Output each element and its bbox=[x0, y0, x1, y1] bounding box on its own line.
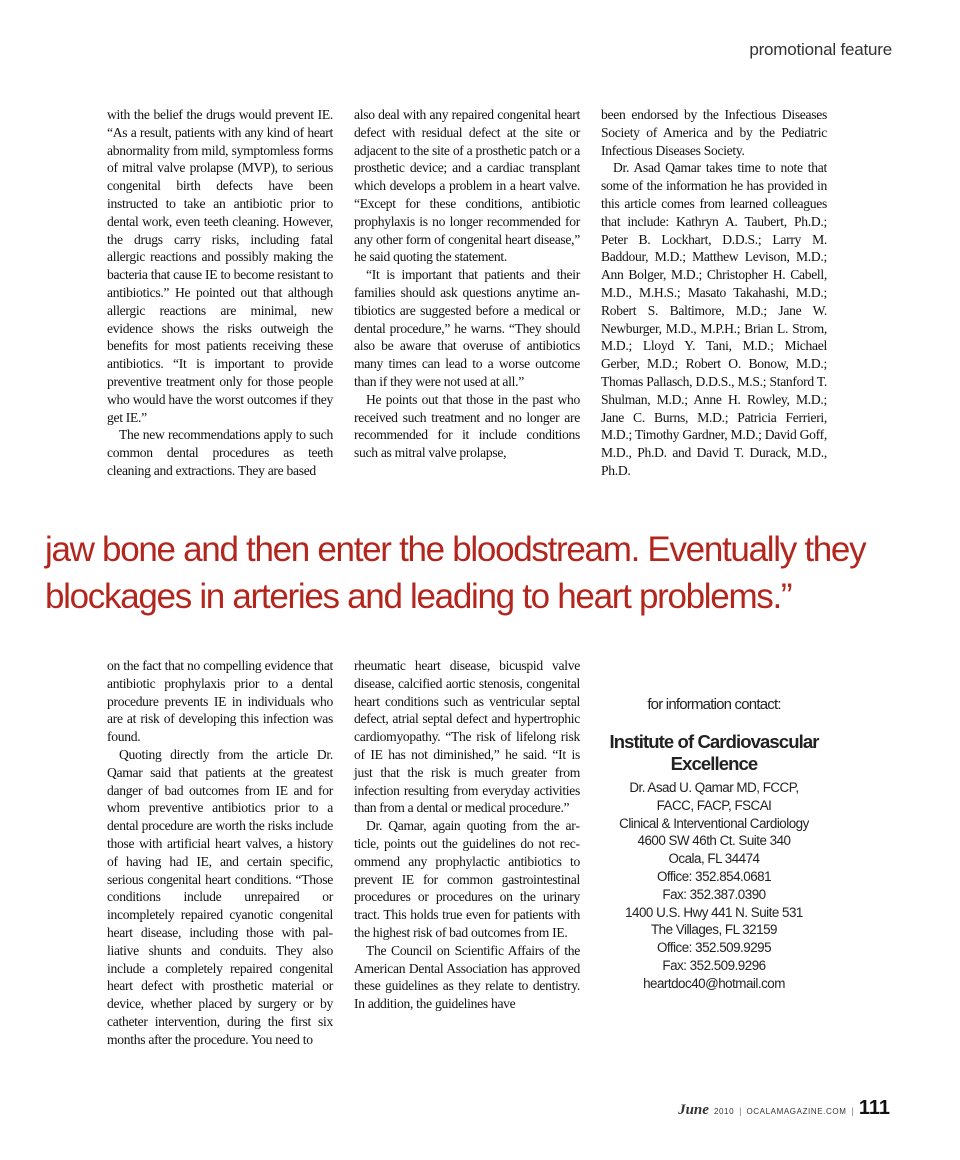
paragraph: also deal with any repaired congenital heart defect with residual defect at the site or adjacent to the site of a prosthetic patch or a prosthetic device; and a cardiac transplant which develops a problem in a heart valve. “Except for these conditions, antibiotic prophylaxis is no longer recommended for any other form of congenital heart disease,” he said quoting the statement. bbox=[354, 107, 580, 265]
footer-separator: | bbox=[739, 1106, 742, 1116]
paragraph: “It is important that patients and their families should ask questions anytime antibiotics are suggested before a medical or dental procedure,” he warns. “They should also be aware that overuse of antibiotics many times can lead to a worse outcome than if they were not used at all.” bbox=[354, 267, 580, 389]
paragraph: been endorsed by the Infectious Diseases Society of America and by the Pediatric Infectious Diseases Society. bbox=[601, 107, 827, 158]
footer-month: June bbox=[678, 1102, 709, 1118]
page-footer bbox=[678, 1097, 890, 1120]
paragraph: Dr. Qamar, again quoting from the article, points out the guidelines do not recommend any prophylactic antibiotics to prevent IE for common gastrointestinal procedures or procedures on the urinary tract. This holds true even for patients with the highest risk of bad outcomes from IE. bbox=[354, 818, 580, 940]
pull-quote-line: jaw bone and then enter the bloodstream. Eventually they bbox=[45, 530, 866, 569]
paragraph: on the fact that no compelling evidence that antibiotic prophylaxis prior to a dental procedure prevents IE in individuals who are at risk of developing this infection was found. bbox=[107, 658, 333, 745]
article-column-2-top bbox=[354, 106, 580, 462]
page-number: 111 bbox=[858, 1097, 890, 1119]
pull-quote-line: blockages in arteries and leading to heart problems.” bbox=[45, 577, 792, 616]
footer-year: 2010 bbox=[713, 1107, 735, 1116]
paragraph: Dr. Asad Qamar takes time to note that some of the information he has provided in this article comes from learned colleagues that include: Kathryn A. Taubert, Ph.D.; Peter B. Lockhart, D.D.S.; Larry M. Baddour, M.D.; Matthew Levison, M.D.; Ann Bolger, M.D.; Christopher H. Cabell, M.D., M.H.S.; Masato Takahashi, M.D.; Robert S. Baltimore, M.D.; Jane W. Newburger, M.D., M.P.H.; Brian L. Strom, M.D.; Lloyd Y. Tani, M.D.; Michael Gerber, M.D.; Robert O. Bonow, M.D.; Thomas Pallasch, D.D.S., M.S.; Stanford T. Shulman, M.D.; Anne H. Rowley, M.D.; Jane C. Burns, M.D.; Patricia Ferrieri, M.D.; Timothy Gardner, M.D.; David Goff, M.D., Ph.D. and David T. Durack, M.D., Ph.D. bbox=[601, 160, 827, 478]
contact-info-box bbox=[606, 696, 822, 993]
paragraph: Quoting directly from the article Dr. Qamar said that patients at the greatest danger of bad outcomes from IE and for whom preventive antibiotics prior to a dental procedure are worth the risks include those with artificial heart valves, a history of having had IE, and certain specific, serious congenital heart conditions. “Those conditions include unrepaired or incompletely repaired cyanotic congenital heart disease, including those with palliative shunts and conduits. They also include a completely repaired congenital heart defect with prosthetic material or device, whether placed by surgery or by catheter intervention, during the first six months after the procedure. You need to bbox=[107, 746, 333, 1047]
contact-line: Dr. Asad U. Qamar MD, FCCP, bbox=[629, 780, 799, 795]
contact-line: Fax: 352.509.9296 bbox=[662, 957, 766, 973]
contact-line: Clinical & Interventional Cardiology bbox=[619, 815, 809, 831]
article-column-1-bottom bbox=[107, 657, 333, 1049]
footer-site: OCALAMAGAZINE.COM bbox=[746, 1107, 847, 1116]
contact-line: Fax: 352.387.0390 bbox=[662, 886, 766, 902]
contact-line: FACC, FACP, FSCAI bbox=[656, 797, 772, 813]
article-column-3-top bbox=[601, 106, 827, 480]
contact-email[interactable]: heartdoc40@hotmail.com bbox=[643, 975, 785, 991]
paragraph: rheumatic heart disease, bicuspid valve disease, calcified aortic stenosis, congenital heart conditions such as ventricular septal defect, atrial septal defect and hypertrophic cardiomyopathy. “The risk of lifelong risk of IE has not diminished,” he said. “It is just that the risk is much greater from infection resulting from everyday activities than from a dental or medical procedure.” bbox=[354, 658, 580, 816]
pull-quote bbox=[45, 526, 945, 620]
paragraph: He points out that those in the past who received such treatment and no longer are recommended for it include conditions such as mitral valve prolapse, bbox=[354, 391, 580, 461]
article-column-1-top bbox=[107, 106, 333, 480]
section-label: promotional feature bbox=[749, 40, 892, 59]
contact-line: Office: 352.854.0681 bbox=[656, 868, 772, 884]
organization-name: Institute of Cardiovascular Excellence bbox=[609, 731, 819, 774]
footer-separator: | bbox=[851, 1106, 854, 1116]
contact-line: 4600 SW 46th Ct. Suite 340 bbox=[637, 833, 791, 849]
paragraph: with the belief the drugs would prevent IE. “As a result, patients with any kind of heart abnormality from mild, symptomless forms of mitral valve prolapse (MVP), to serious congenital birth defects have been instructed to take an antibiotic prior to dental work, even teeth cleaning. However, the drugs carry risks, including fatal allergic reactions and possibly making the bacteria that cause IE to become resistant to antibiotics.” He pointed out that although allergic reactions are minimal, new evidence shows the risks outweigh the benefits for most patients receiving these antibiotics. “It is important to provide preventive treatment only for those people who would have the worst outcomes if they get IE.” bbox=[107, 107, 333, 425]
contact-line: Office: 352.509.9295 bbox=[656, 940, 772, 956]
contact-heading: for information contact: bbox=[647, 696, 781, 713]
contact-line: Ocala, FL 34474 bbox=[668, 851, 760, 867]
contact-line: The Villages, FL 32159 bbox=[651, 922, 777, 938]
paragraph: The Council on Scientific Affairs of the American Dental Association has approved these guidelines as they relate to dentistry. In addition, the guidelines have bbox=[354, 942, 580, 1012]
paragraph: The new recommendations apply to such common dental procedures as teeth cleaning and extractions. They are based bbox=[107, 427, 333, 478]
contact-line: 1400 U.S. Hwy 441 N. Suite 531 bbox=[625, 904, 803, 920]
article-column-2-bottom bbox=[354, 657, 580, 1013]
